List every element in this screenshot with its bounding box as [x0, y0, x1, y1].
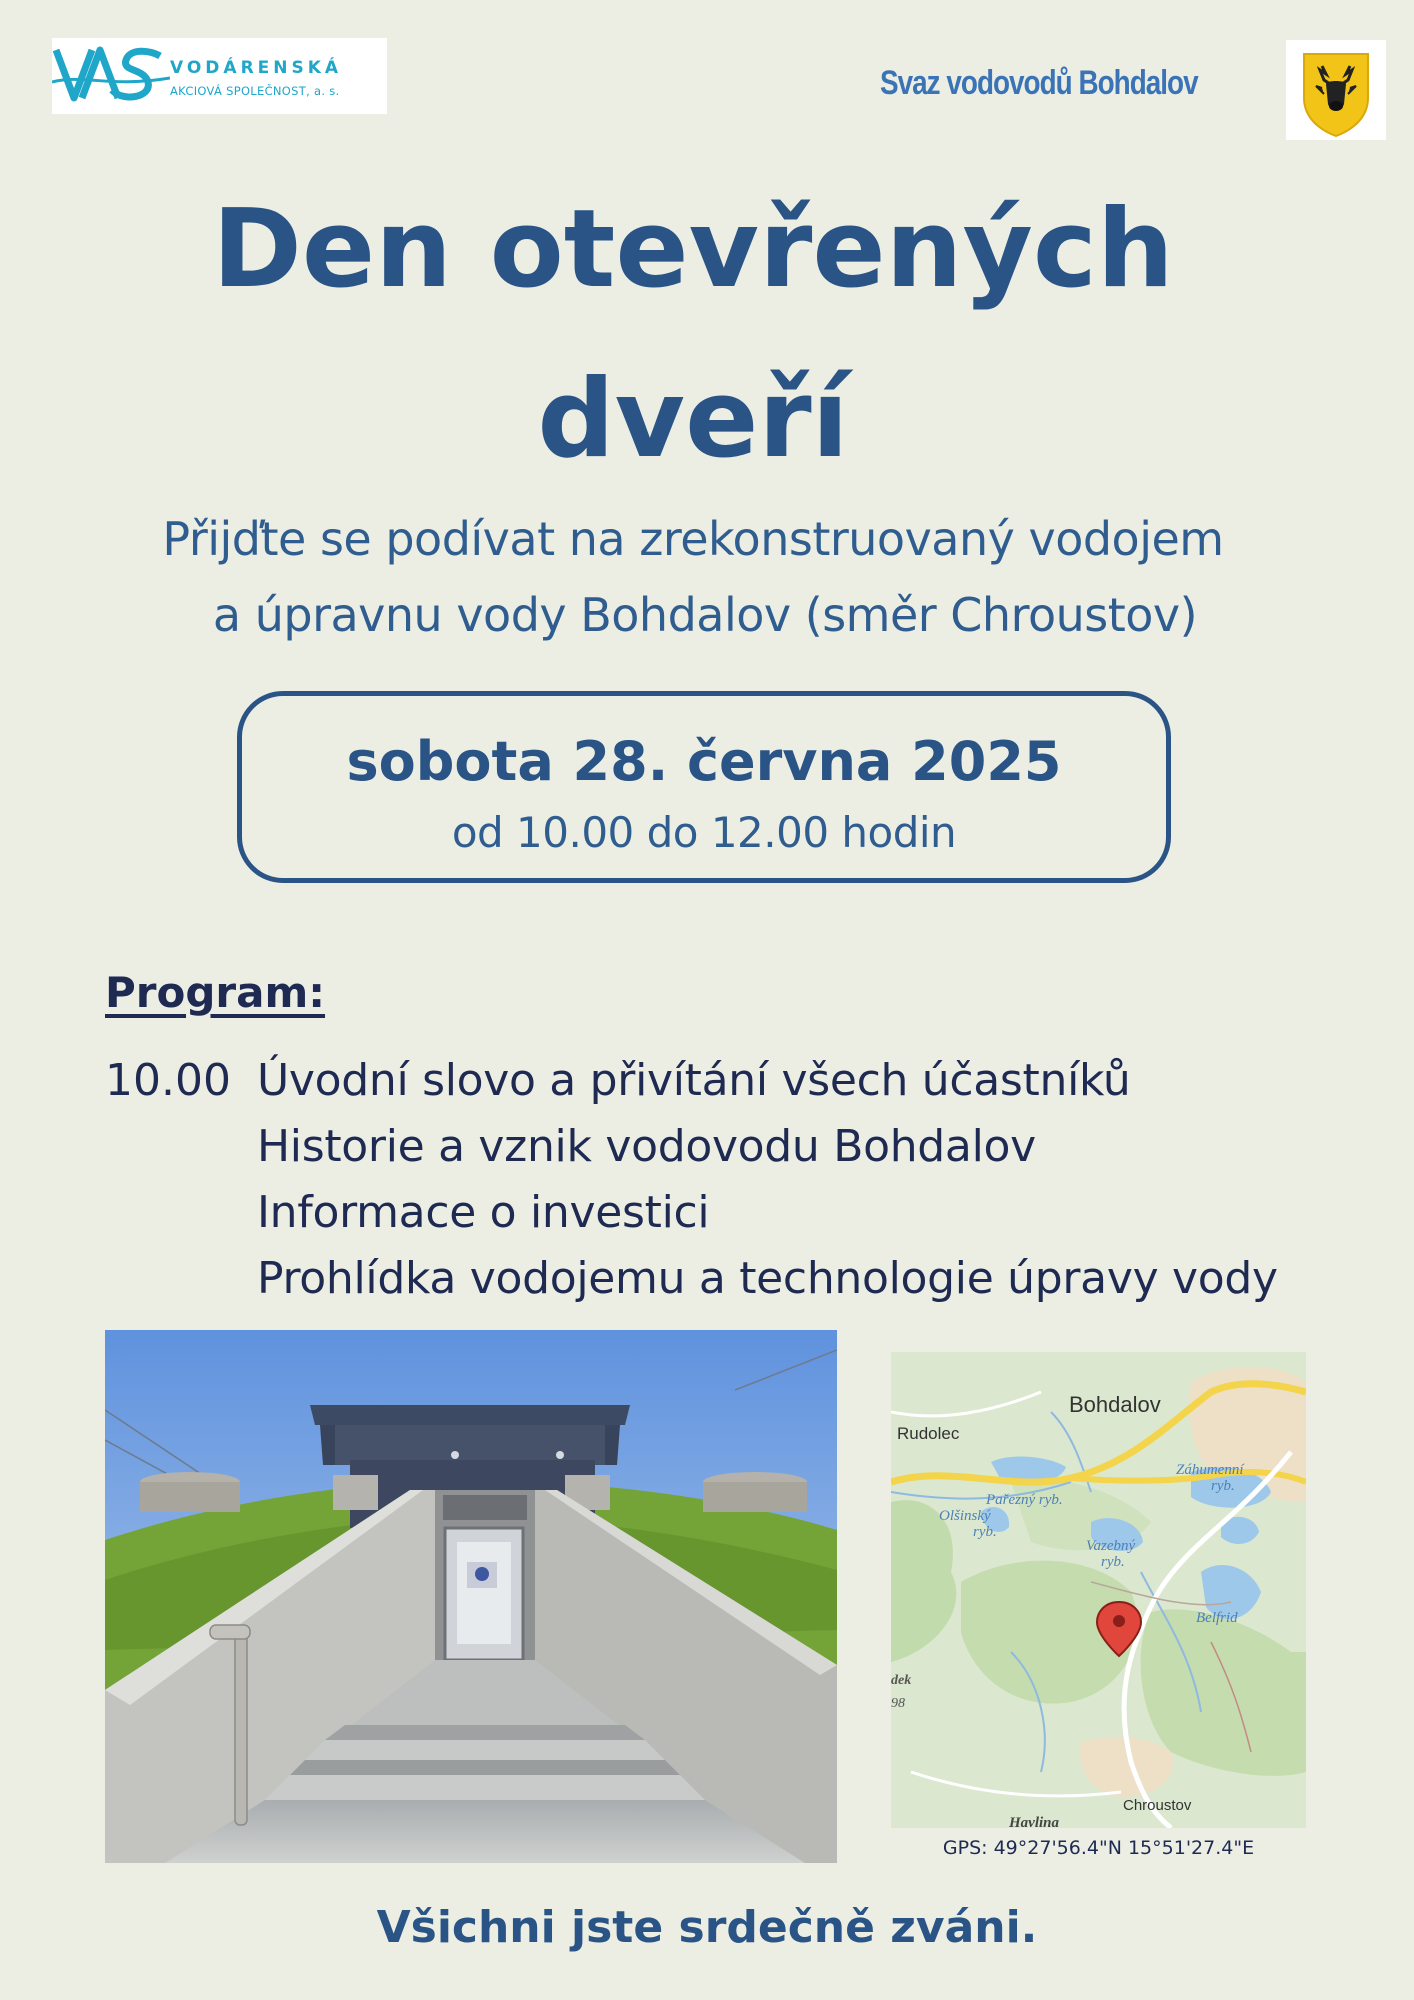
map-label-zahumenni: Záhumenní — [1176, 1462, 1244, 1478]
vas-name: VODÁRENSKÁ — [170, 58, 343, 78]
event-date-box — [237, 691, 1171, 883]
map-label-vazebny-ryb: ryb. — [1101, 1554, 1125, 1570]
program-item: Informace o investici — [257, 1187, 710, 1238]
vas-wave-logo-icon — [52, 38, 170, 114]
map-label-bohdalov: Bohdalov — [1069, 1392, 1161, 1417]
map-label-havlina: Havlina — [1009, 1815, 1060, 1828]
map-label-pareny: Pařezný ryb. — [986, 1492, 1063, 1508]
deer-crest-icon — [1286, 40, 1386, 140]
closing-invitation: Všichni jste srdečně zváni. — [376, 1902, 1038, 1953]
program-item: Úvodní slovo a přivítání všech účastníků — [257, 1055, 1131, 1106]
page-title-line2: dveří — [537, 357, 849, 482]
crest-logo — [1286, 40, 1386, 140]
location-map — [891, 1352, 1306, 1828]
map-label-rudolec: Rudolec — [897, 1424, 960, 1443]
map-label-olsinsky: Olšinský — [939, 1508, 991, 1524]
map-label-zahumenni-ryb: ryb. — [1211, 1478, 1235, 1494]
map-label-olsinsky-ryb: ryb. — [973, 1524, 997, 1540]
program-item: Historie a vznik vodovodu Bohdalov — [257, 1121, 1036, 1172]
reservoir-photo — [105, 1330, 837, 1863]
gps-coordinates: GPS: 49°27'56.4"N 15°51'27.4"E — [942, 1837, 1255, 1859]
event-date: sobota 28. června 2025 — [346, 730, 1062, 793]
program-time: 10.00 — [105, 1055, 231, 1106]
map-label-number: 98 — [891, 1696, 905, 1711]
vas-logo — [52, 38, 387, 114]
vas-subtitle: AKCIOVÁ SPOLEČNOST, a. s. — [170, 84, 340, 98]
program-list — [257, 1055, 1278, 1319]
org-name: Svaz vodovodů Bohdalov — [880, 64, 1198, 102]
map-label-belfrid: Belfrid — [1196, 1610, 1238, 1626]
program-item: Prohlídka vodojemu a technologie úpravy vody — [257, 1253, 1278, 1304]
subtitle-line1: Přijďte se podívat na zrekonstruovaný vodojem — [162, 512, 1224, 566]
program-heading: Program: — [105, 968, 326, 1017]
map-label-chroustov: Chroustov — [1123, 1797, 1192, 1814]
map-label-vazebny: Vazebný — [1086, 1538, 1136, 1554]
map-label-dek: dek — [891, 1673, 912, 1688]
event-time: od 10.00 do 12.00 hodin — [451, 808, 957, 857]
page-title-line1: Den otevřených — [212, 187, 1174, 312]
subtitle-line2: a úpravnu vody Bohdalov (směr Chroustov) — [212, 588, 1198, 642]
